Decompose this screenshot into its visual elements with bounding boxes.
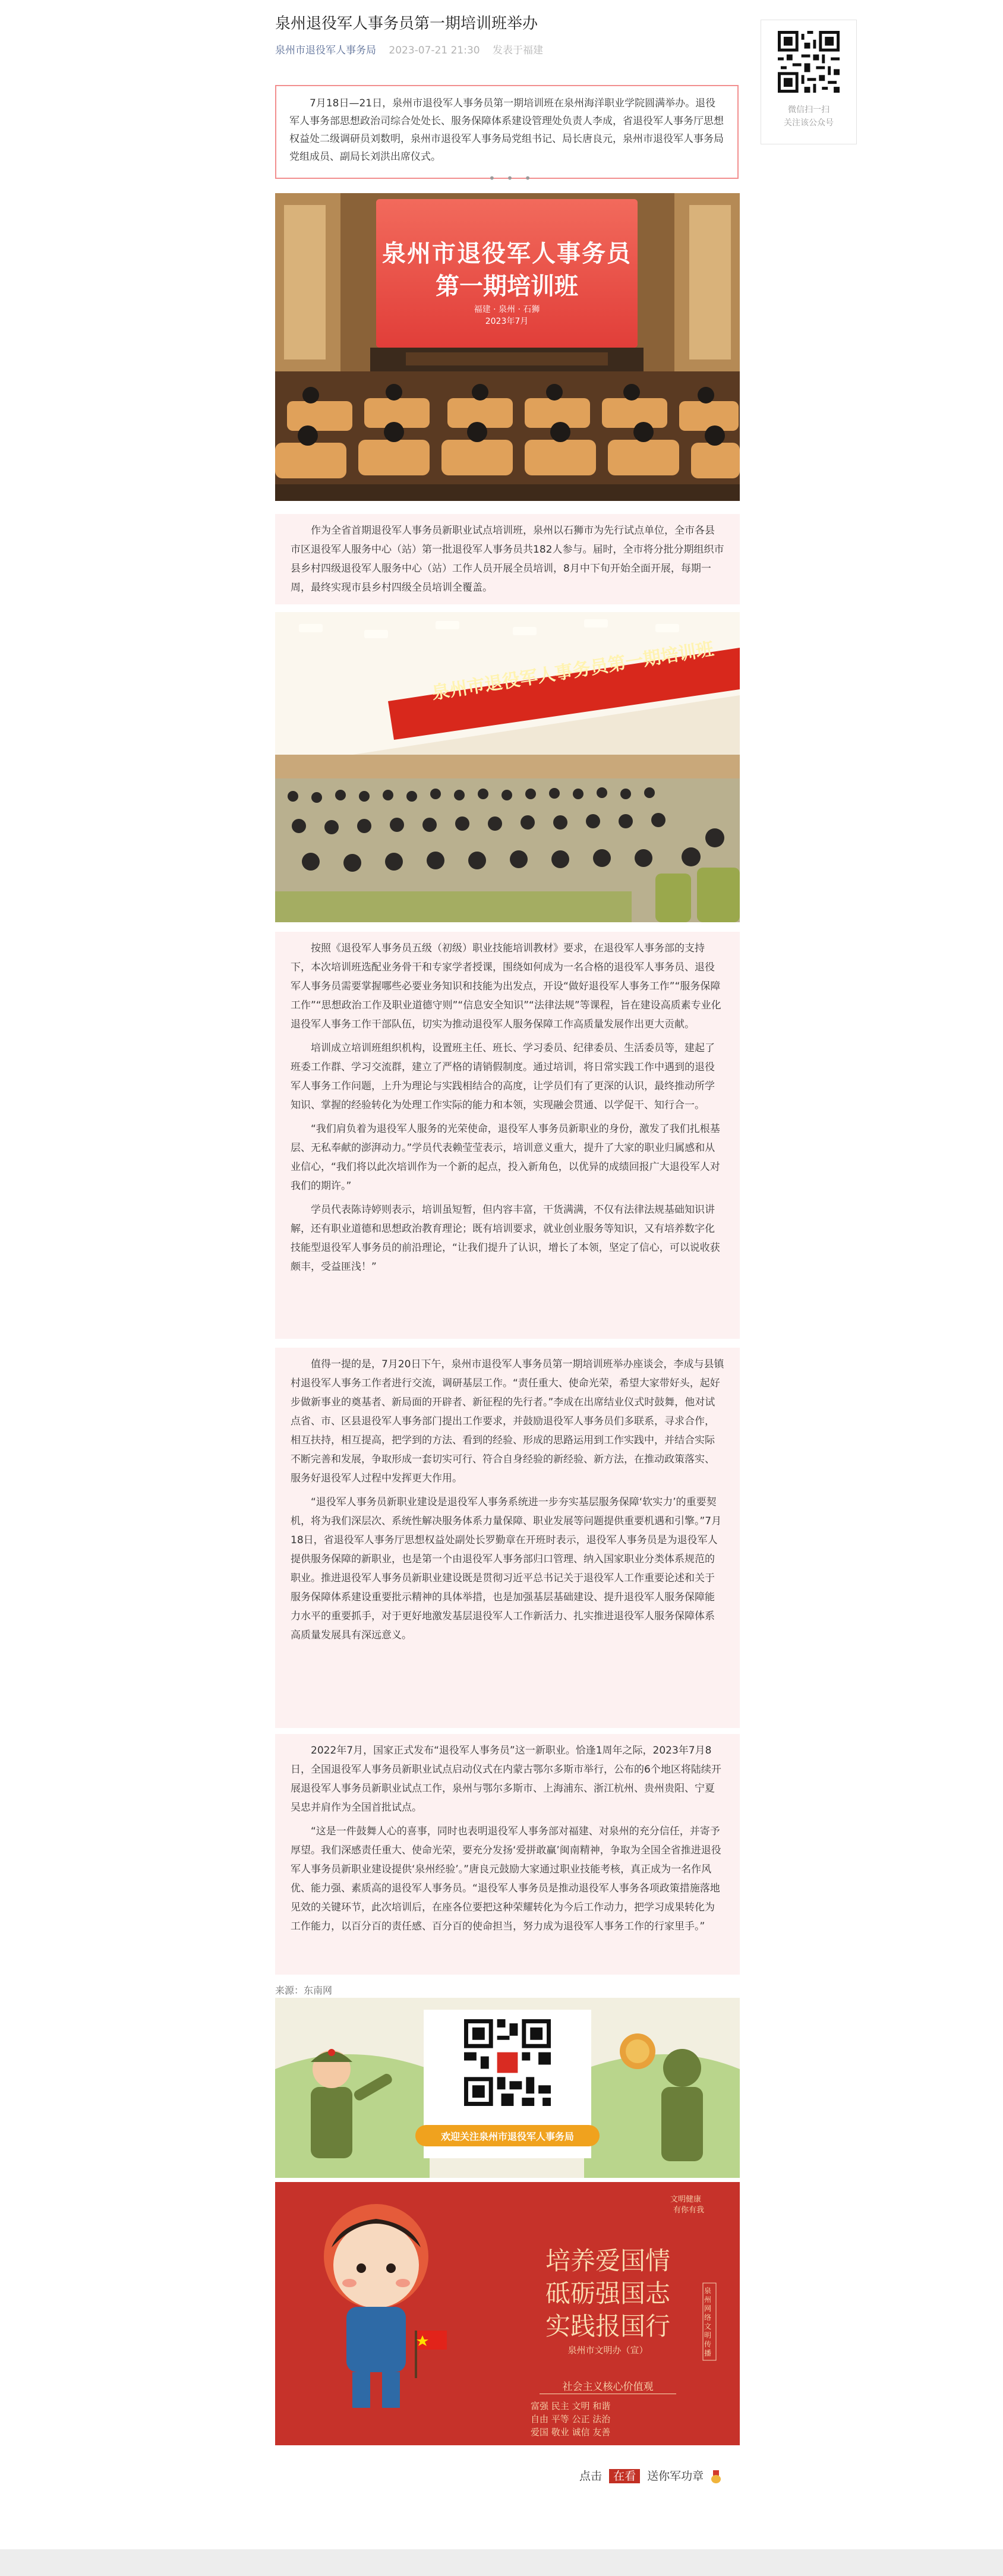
core-values-row2: 自由 平等 公正 法治 [531,2414,611,2424]
qr-caption-line2: 关注该公众号 [784,118,834,128]
follow-caption: 欢迎关注泉州市退役军人事务局 [440,2131,574,2142]
core-values-row3: 爱国 敬业 诚信 友善 [531,2427,611,2438]
account-qr-icon [464,2019,551,2106]
civilization-poster [275,2182,740,2445]
screen-place: 福建 · 泉州 · 石狮 [474,305,540,314]
page-bottom-bar [0,2549,1003,2576]
article-title: 泉州退役军人事务员第一期培训班举办 [275,15,538,33]
poster-slogan-2: 砥砺强国志 [545,2279,670,2308]
core-values-title: 社会主义核心价值观 [562,2381,654,2393]
training-hall-photo [275,612,740,922]
poster-corner-line1: 文明健康 [670,2195,702,2204]
opening-ceremony-photo [275,193,740,501]
poster-corner-line2: 有你有我 [673,2206,705,2215]
screen-date: 2023年7月 [485,317,529,326]
follow-account-banner [275,1998,740,2178]
screen-title-line1: 泉州市退役军人事务员 [382,239,632,267]
body-paragraph: 按照《退役军人事务员五级（初级）职业技能培训教材》要求，在退役军人事务部的支持下，本次培训班选配业务骨干和专家学者授课，围绕如何成为一名合格的退役军人事务员、退役军人事务员需要掌握哪些必要业务知识和技能为出发点，开设“做好退役军人事务工作”“服务保障工作”“思想政治工作及职业道德守则”“信息安全知识”“法律法规”等课程，旨在建设高质素专业化退役军人事务工作干部队伍，切实为推动退役军人服务保障工作高质量发展作出更大贡献。 [291,942,721,1030]
body-paragraph: “我们肩负着为退役军人服务的光荣使命，退役军人事务员新职业的身份，激发了我们扎根基层、无私奉献的澎湃动力。”学员代表赖莹莹表示，培训意义重大，提升了大家的职业归属感和从业信心，“我们将以此次培训作为一个新的起点，投入新角色，以优异的成绩回报广大退役军人对我们的期许。” [291,1123,720,1192]
follow-qr-card [761,20,857,144]
hall-banner-text: 泉州市退役军人事务员第一期培训班 [430,638,715,704]
body-paragraph: “退役军人事务员新职业建设是退役军人事务系统进一步夯实基层服务保障‘软实力’的重要契机，将为我们深层次、系统性解决服务体系力量保障、职业发展等问题提供重要机遇和引擎。”7月18日，省退役军人事务厅思想权益处副处长罗勤章在开班时表示，退役军人事务员是为退役军人提供服务保障的新职业，也是第一个由退役军人事务部归口管理、纳入国家职业分类体系规范的职业。推进退役军人事务员新职业建设既是贯彻习近平总书记关于退役军人工作重要论述和关于服务保障体系建设重要批示精神的具体举措，也是加强基层基础建设、提升退役军人服务保障能力水平的重要抓手，对于更好地激发基层退役军人工作新活力、扎实推进退役军人服务保障体系高质量发展具有深远意义。 [291,1496,722,1641]
lead-paragraph: 7月18日—21日，泉州市退役军人事务员第一期培训班在泉州海洋职业学院圆满举办。退役军人事务部思想政治司综合处处长、服务保障体系建设管理处负责人李成，省退役军人事务厅思想权益处二级调研员刘数明，泉州市退役军人事务局党组书记、局长唐良元，泉州市退役军人事务局党组成员、副局长刘洪出席仪式。 [289,97,724,163]
footer-like-prompt [579,2467,721,2483]
qr-code-icon [778,31,840,93]
core-values-row1: 富强 民主 文明 和谐 [531,2401,611,2411]
in-view-tag[interactable]: 在看 [609,2469,640,2483]
poster-slogan-3: 实践报国行 [545,2312,670,2341]
lead-summary-box [275,85,739,179]
publish-location: 发表于福建 [493,45,544,56]
expand-dots-icon[interactable]: • • • [488,171,535,185]
poster-slogan-1: 培养爱国情 [545,2246,670,2275]
training-content-block [275,932,740,1339]
screen-title-line2: 第一期培训班 [436,272,578,300]
body-paragraph: 2022年7月，国家正式发布“退役军人事务员”这一新职业。恰逢1周年之际，2023年7月8日，全国退役军人事务员新职业试点启动仪式在内蒙古鄂尔多斯市举行，公布的6个地区将陆续开展退役军人事务员新职业试点工作，泉州与鄂尔多斯市、上海浦东、浙江杭州、贵州贵阳、宁夏吴忠并肩作为全国首批试点。 [291,1745,721,1814]
symposium-block [275,1348,740,1728]
medal-icon [711,2470,721,2483]
body-paragraph: 值得一提的是，7月20日下午，泉州市退役军人事务员第一期培训班举办座谈会，李成与县镇村退役军人事务工作者进行交流，调研基层工作。“责任重大、使命光荣，希望大家带好头，起好步做新事业的奠基者、新局面的开辟者、新征程的先行者。”李成在出席结业仪式时鼓舞，他对试点省、市、区县退役军人事务部门提出工作要求，并鼓励退役军人事务员们多联系，寻求合作，相互扶持，相互提高，把学到的方法、看到的经验、形成的思路运用到工作实践中，并结合实际不断完善和发展，争取形成一套切实可行、符合自身经验的新经验、新方法，在推动政策落实、服务好退役军人过程中发挥更大作用。 [291,1358,724,1484]
body-paragraph: “这是一件鼓舞人心的喜事，同时也表明退役军人事务部对福建、对泉州的充分信任，并寄予厚望。我们深感责任重大、使命光荣，要充分发扬‘爱拼敢赢’闽南精神，争取为全国全省推进退役军人事务员新职业建设提供‘泉州经验’。”唐良元鼓励大家通过职业技能考核，真正成为一名作风优、能力强、素质高的退役军人事务员。“退役军人事务员是推动退役军人事务各项政策措施落地见效的关键环节，此次培训后，在座各位要把这种荣耀转化为今后工作动力，把学习成果转化为工作能力，以百分百的责任感、百分百的使命担当，努力成为退役军人事务工作的行家里手。” [291,1825,721,1932]
footer-text-before: 点击 [579,2470,603,2483]
account-name-link[interactable]: 泉州市退役军人事务局 [275,45,376,56]
intro-paragraph: 作为全省首期退役军人事务员新职业试点培训班，泉州以石狮市为先行试点单位，全市各县市区退役军人服务中心（站）第一批退役军人事务员共182人参与。届时，全市将分批分期组织市县乡村四级退役军人服务中心（站）工作人员开展全员培训，8月中下旬开始全面开展，每期一周，最终实现市县乡村四级全员培训全覆盖。 [291,525,724,594]
poster-side-text: 泉州网络文明传播 [704,2287,712,2357]
poster-organization: 泉州市文明办（宣） [567,2345,648,2356]
footer-text-after: 送你军功章 [647,2470,704,2483]
intro-paragraph-block [275,514,740,604]
qr-caption-line1: 微信扫一扫 [788,105,829,115]
article-meta [275,42,543,56]
article-source: 来源：东南网 [275,1985,333,1996]
body-paragraph: 培训成立培训班组织机构，设置班主任、班长、学习委员、纪律委员、生活委员等，建起了班委工作群、学习交流群，建立了严格的请销假制度。通过培训，将日常实践工作中遇到的退役军人事务工作问题，上升为理论与实践相结合的高度，让学员们有了更深的认识，最终推动所学知识、掌握的经验转化为处理工作实际的能力和本领，实现融会贯通、以学促干、知行合一。 [291,1042,715,1111]
body-paragraph: 学员代表陈诗婷则表示，培训虽短暂，但内容丰富，干货满满，不仅有法律法规基础知识讲解，还有职业道德和思想政治教育理论；既有培训要求，就业创业服务等知识，又有培养数字化技能型退役军人事务员的前沿理论，“让我们提升了认识，增长了本领，坚定了信心，可以说收获颇丰，受益匪浅！” [291,1204,720,1273]
publish-time: 2023-07-21 21:30 [389,45,480,56]
pilot-background-block [275,1734,740,1975]
